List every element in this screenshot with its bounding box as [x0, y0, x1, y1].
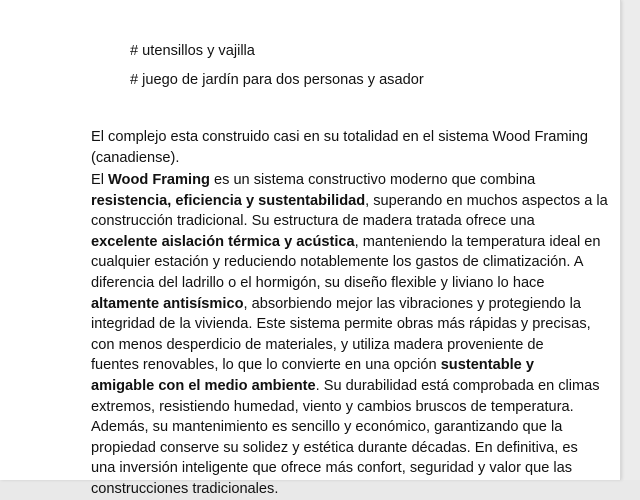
text-run: , absorbiendo mejor las vibraciones y protegiendo la: [243, 295, 581, 312]
bold-text-run: Wood Framing: [108, 172, 210, 188]
paragraph-line: diferencia del ladrillo o el hormigón, su diseño flexible y liviano lo hace: [91, 274, 545, 291]
text-run: El: [91, 172, 109, 188]
paragraph-line: propiedad conserve su solidez y estética durante décadas. En definitiva, es: [91, 439, 578, 456]
paragraph-line: construcción tradicional. Su estructura de madera tratada ofrece una: [91, 213, 535, 230]
intro-paragraph: [91, 127, 588, 168]
wood-framing-paragraph: [91, 170, 608, 500]
intro-line: El complejo esta construido casi en su totalidad en el sistema Wood Framing: [91, 129, 588, 145]
paragraph-line: construcciones tradicionales.: [91, 480, 279, 497]
bold-text-run: excelente aislación térmica y acústica: [91, 233, 355, 250]
paragraph-line: una inversión inteligente que ofrece más confort, seguridad y valor que las: [91, 460, 573, 477]
paragraph-line: con menos desperdicio de materiales, y utiliza madera proveniente de: [91, 336, 544, 353]
bold-text-run: sustentable y: [440, 357, 534, 374]
paragraph-line: [91, 376, 600, 397]
paragraph-line: [91, 355, 561, 376]
bold-text-run: resistencia, eficiencia y sustentabilidad: [91, 192, 366, 209]
intro-line: (canadiense).: [91, 149, 180, 166]
text-run: , superando en muchos aspectos a la: [365, 192, 608, 209]
bold-text-run: altamente antisísmico: [91, 295, 244, 312]
bold-text-run: amigable con el medio ambiente: [91, 377, 316, 394]
text-run: . Su durabilidad está comprobada en climas: [315, 377, 600, 394]
paragraph-line: extremos, resistiendo humedad, viento y cambios bruscos de temperatura.: [91, 398, 574, 415]
paragraph-line: [91, 191, 608, 212]
paragraph-line: integridad de la vivienda. Este sistema permite obras más rápidas y precisas,: [91, 316, 591, 333]
list-item-utensils: # utensillos y vajilla: [130, 43, 255, 59]
paragraph-line: [91, 232, 601, 253]
list-item-garden-set: # juego de jardín para dos personas y asador: [130, 72, 424, 88]
paragraph-line: [91, 294, 581, 315]
text-run: es un sistema constructivo moderno que combina: [209, 172, 536, 188]
text-run: fuentes renovables, lo que lo convierte en una opción: [91, 357, 441, 374]
paragraph-line: [91, 170, 561, 191]
text-run: , manteniendo la temperatura ideal en: [354, 233, 601, 250]
paragraph-line: Además, su mantenimiento es sencillo y económico, garantizando que la: [91, 419, 563, 436]
paragraph-line: cualquier estación y reduciendo notablemente los gastos de climatización. A: [91, 254, 584, 271]
